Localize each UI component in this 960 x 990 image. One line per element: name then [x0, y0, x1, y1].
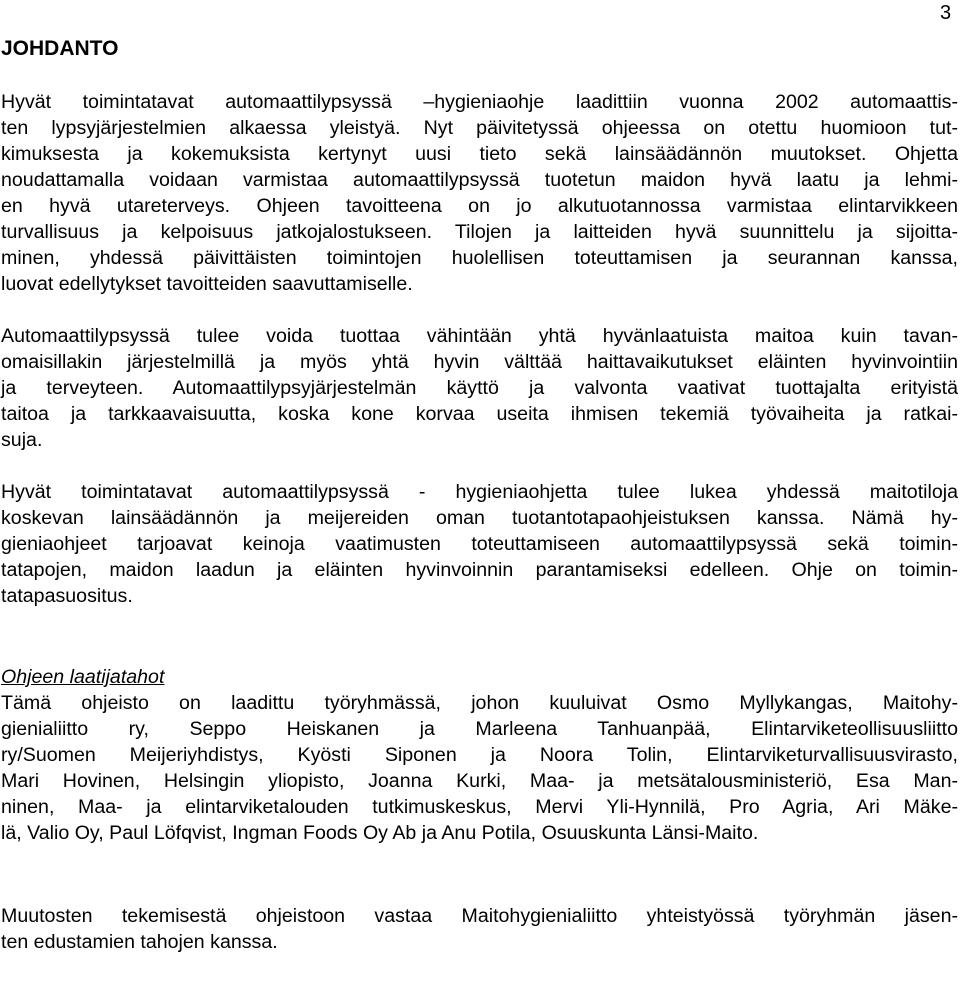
text-line: kimuksesta ja kokemuksista kertynyt uusi tieto sekä lainsäädännön muutokset. Ohjetta: [1, 143, 958, 165]
text-line: gieniaohjeet tarjoavat keinoja vaatimusten toteuttamiseen automaattilypsyssä sekä toimin-: [1, 533, 958, 555]
text-line: luovat edellytykset tavoitteiden saavuttamiselle.: [1, 273, 413, 295]
paragraph-requirements: [1, 323, 958, 453]
text-line: Muutosten tekemisestä ohjeistoon vastaa Maitohygienialiitto yhteistyössä työryhmän jäsen-: [1, 905, 958, 927]
text-line: taitoa ja tarkkaavaisuutta, koska kone korvaa useita ihmisen tekemiä työvaiheita ja ratkai-: [1, 403, 958, 425]
paragraph-authors: [1, 690, 958, 846]
text-line: tatapasuositus.: [1, 585, 133, 607]
text-line: Hyvät toimintatavat automaattilypsyssä - hygieniaohjetta tulee lukea yhdessä maitotiloja: [1, 481, 958, 503]
document-body: [1, 89, 958, 955]
page-title: JOHDANTO: [1, 37, 119, 60]
text-line: turvallisuus ja kelpoisuus jatkojalostukseen. Tilojen ja laitteiden hyvä suunnittelu ja sijoitta-: [1, 221, 958, 243]
text-line: ninen, Maa- ja elintarviketalouden tutkimuskeskus, Mervi Yli-Hynnilä, Pro Agria, Ari Mäke-: [1, 796, 958, 818]
text-line: tatapojen, maidon laadun ja eläinten hyvinvoinnin parantamiseksi edelleen. Ohje on toimin-: [1, 559, 958, 581]
paragraph-introduction: [1, 89, 958, 297]
paragraph-usage: [1, 479, 958, 609]
text-line: koskevan lainsäädännön ja meijereiden oman tuotantotapaohjeistuksen kanssa. Nämä hy-: [1, 507, 958, 529]
text-line: ja terveyteen. Automaattilypsyjärjestelmän käyttö ja valvonta vaativat tuottajalta erityistä: [1, 377, 958, 399]
text-line: suja.: [1, 429, 43, 451]
text-line: Automaattilypsyssä tulee voida tuottaa vähintään yhtä hyvänlaatuista maitoa kuin tavan-: [1, 325, 958, 347]
section-subheading: Ohjeen laatijatahot: [1, 666, 165, 688]
text-line: Mari Hovinen, Helsingin yliopisto, Joanna Kurki, Maa- ja metsätalousministeriö, Esa Man-: [1, 770, 958, 792]
text-line: Tämä ohjeisto on laadittu työryhmässä, johon kuuluivat Osmo Myllykangas, Maitohy-: [1, 692, 958, 714]
page-number: 3: [940, 2, 952, 24]
text-line: noudattamalla voidaan varmistaa automaattilypsyssä tuotetun maidon hyvä laatu ja lehmi-: [1, 169, 958, 191]
text-line: lä, Valio Oy, Paul Löfqvist, Ingman Foods Oy Ab ja Anu Potila, Osuuskunta Länsi-Maito.: [1, 822, 759, 844]
text-line: ry/Suomen Meijeriyhdistys, Kyösti Siponen ja Noora Tolin, Elintarviketurvallisuusvirasto,: [1, 744, 958, 766]
text-line: ten lypsyjärjestelmien alkaessa yleistyä. Nyt päivitetyssä ohjeessa on otettu huomioon tut-: [1, 117, 958, 139]
paragraph-maintenance: [1, 903, 958, 955]
text-line: Hyvät toimintatavat automaattilypsyssä –hygieniaohje laadittiin vuonna 2002 automaattis-: [1, 91, 958, 113]
text-line: omaisillakin järjestelmillä ja myös yhtä hyvin välttää haittavaikutukset eläinten hyvinvointiin: [1, 351, 958, 373]
text-line: gienialiitto ry, Seppo Heiskanen ja Marleena Tanhuanpää, Elintarviketeollisuusliitto: [1, 718, 958, 740]
text-line: minen, yhdessä päivittäisten toimintojen huolellisen toteuttamisen ja seurannan kanssa,: [1, 247, 958, 269]
text-line: en hyvä utareterveys. Ohjeen tavoitteena on jo alkutuotannossa varmistaa elintarvikkeen: [1, 195, 958, 217]
text-line: ten edustamien tahojen kanssa.: [1, 931, 278, 953]
